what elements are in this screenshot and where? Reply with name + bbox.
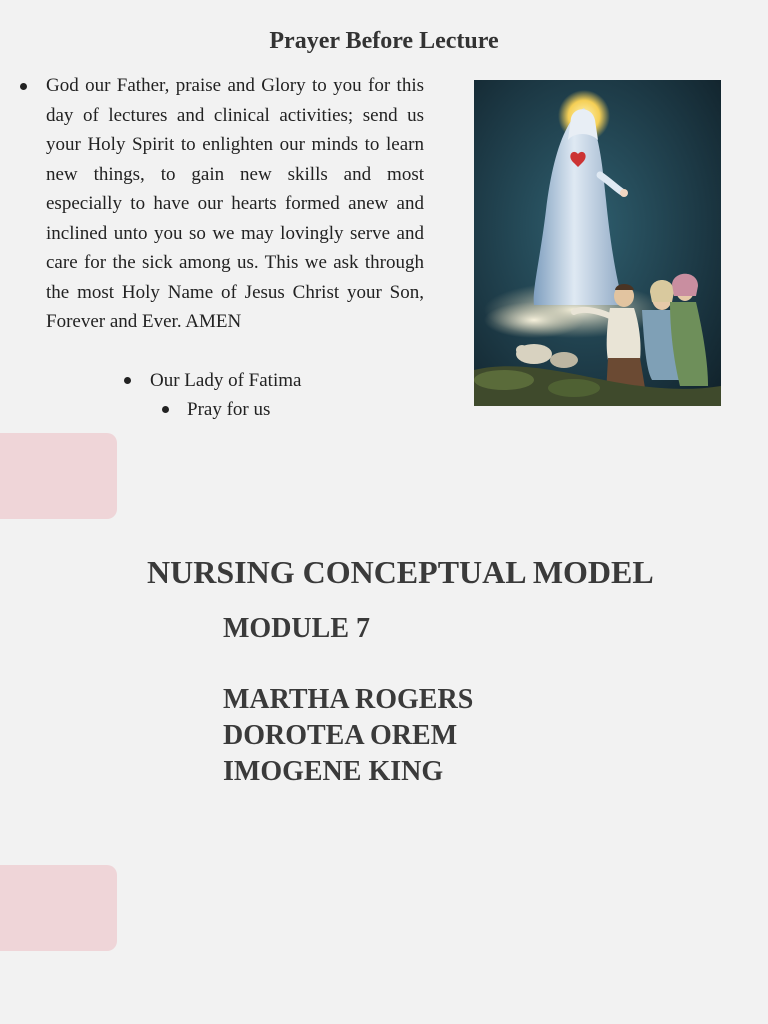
module-title: NURSING CONCEPTUAL MODEL bbox=[147, 554, 654, 590]
page-title: Prayer Before Lecture bbox=[269, 28, 499, 54]
bullet-icon bbox=[162, 406, 169, 413]
our-lady-of-fatima-image bbox=[474, 80, 721, 406]
sub-item-pray: Pray for us bbox=[187, 399, 271, 420]
theorist-name: MARTHA ROGERS bbox=[223, 684, 474, 715]
theorist-name: IMOGENE KING bbox=[223, 756, 444, 787]
decorative-pink-block bbox=[0, 865, 117, 951]
bullet-icon bbox=[124, 377, 131, 384]
bullet-icon bbox=[20, 83, 27, 90]
module-number: MODULE 7 bbox=[223, 613, 370, 644]
sub-item-our-lady: Our Lady of Fatima bbox=[150, 370, 302, 391]
theorist-name: DOROTEA OREM bbox=[223, 720, 458, 751]
decorative-pink-block bbox=[0, 433, 117, 519]
prayer-text: God our Father, praise and Glory to you for this day of lectures and clinical activities; send us your Holy Spirit to enlighten our minds to learn new things, to gain new skills and most especially to have our hearts formed anew and inclined unto you so we may lovingly serve and care for the sick among us. This we ask through the most Holy Name of Jesus Christ your Son, Forever and Ever. AMEN bbox=[46, 75, 424, 332]
